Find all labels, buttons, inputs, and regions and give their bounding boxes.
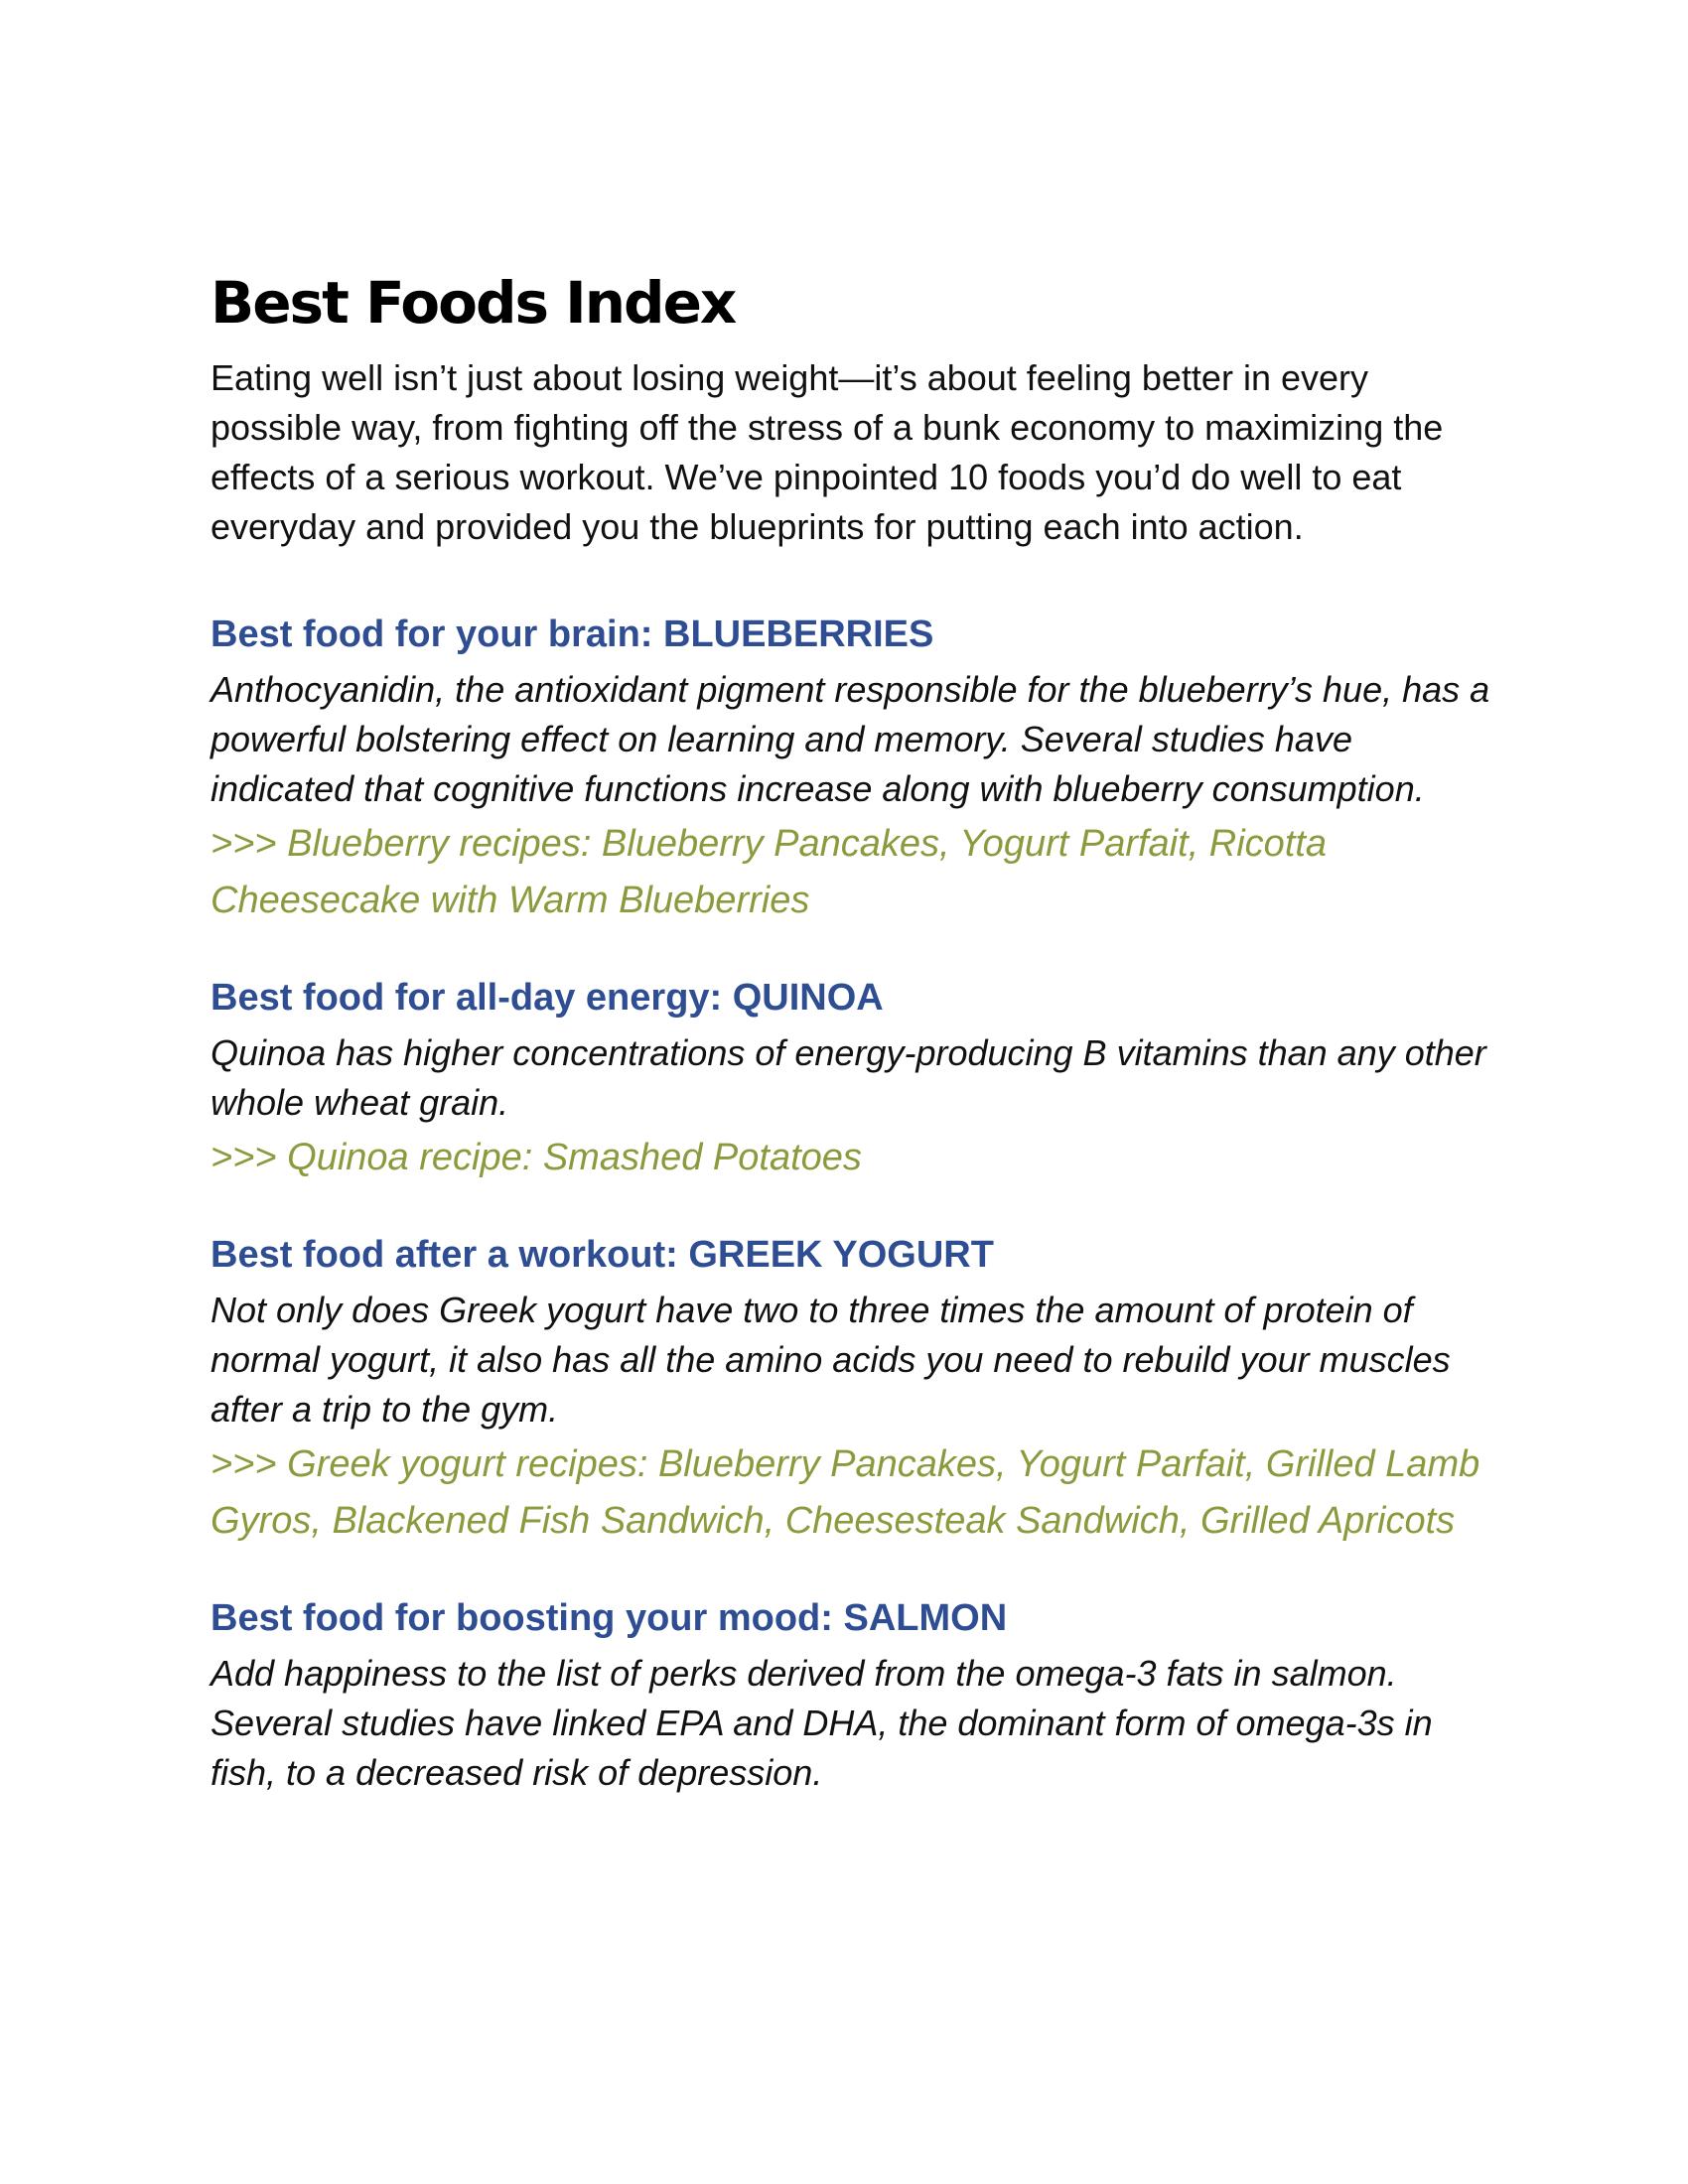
section-body-energy: Quinoa has higher concentrations of energy-producing B vitamins than any other whole wheat grain. — [211, 1032, 1486, 1123]
section-body-mood: Add happiness to the list of perks derived from the omega-3 fats in salmon. Several studies have linked EPA and DHA, the dominant form of omega-3s in fish, to a decreased risk of depression. — [211, 1653, 1433, 1793]
section-heading-energy: Best food for all-day energy: QUINOA — [211, 977, 884, 1019]
section-workout — [211, 1230, 1501, 1550]
section-brain — [211, 610, 1501, 929]
recipes-link-greek-yogurt[interactable]: >>> Greek yogurt recipes: Blueberry Pancakes, Yogurt Parfait, Grilled Lamb Gyros, Blackened Fish Sandwich, Cheesesteak Sandwich, Grilled Apricots — [211, 1443, 1480, 1542]
recipes-link-blueberry[interactable]: >>> Blueberry recipes: Blueberry Pancakes, Yogurt Parfait, Ricotta Cheesecake with Warm Blueberries — [211, 823, 1328, 921]
section-heading-brain: Best food for your brain: BLUEBERRIES — [211, 614, 934, 655]
recipes-link-quinoa[interactable]: >>> Quinoa recipe: Smashed Potatoes — [211, 1137, 862, 1178]
section-heading-workout: Best food after a workout: GREEK YOGURT — [211, 1234, 994, 1276]
section-energy — [211, 973, 1501, 1186]
section-body-brain: Anthocyanidin, the antioxidant pigment responsible for the blueberry’s hue, has a powerful bolstering effect on learning and memory. Several studies have indicated that cognitive functions increase along with blueberry consumption. — [211, 669, 1490, 809]
section-mood — [211, 1593, 1501, 1798]
section-heading-mood: Best food for boosting your mood: SALMON — [211, 1597, 1008, 1639]
section-body-workout: Not only does Greek yogurt have two to three times the amount of protein of normal yogurt, it also has all the amino acids you need to rebuild your muscles after a trip to the gym. — [211, 1290, 1451, 1430]
page-title: Best Foods Index — [211, 269, 736, 337]
document-page — [211, 264, 1501, 1798]
intro-paragraph: Eating well isn’t just about losing weight—it’s about feeling better in every possible way, from fighting off the stress of a bunk economy to maximizing the effects of a serious workout. We’ve pinpointed 10 foods you’d do well to eat everyday and provided you the blueprints for putting each into action. — [211, 357, 1444, 547]
